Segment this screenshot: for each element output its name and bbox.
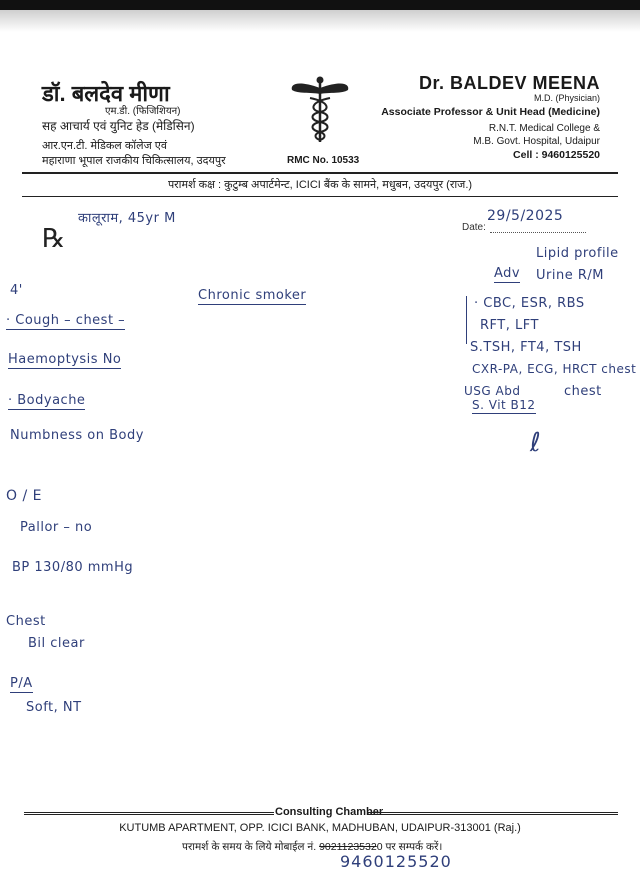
english-role: Associate Professor & Unit Head (Medicine) xyxy=(381,106,600,118)
consult-address: परामर्श कक्ष : कुटुम्ब अपार्टमेन्ट, ICICI बैंक के सामने, मधुबन, उदयपुर (राज.) xyxy=(167,179,473,191)
note-numbness: Numbness on Body xyxy=(10,428,144,443)
note-haemoptysis: Haemoptysis No xyxy=(8,352,122,367)
footer-old-number: 9021123532 xyxy=(319,841,377,853)
rx-symbol: ℞ xyxy=(42,224,66,254)
hindi-doctor-name: डॉ. बलदेव मीणा xyxy=(42,81,170,106)
investigation-tsh: S.TSH, FT4, TSH xyxy=(470,340,582,355)
english-hospital: M.B. Govt. Hospital, Udaipur xyxy=(473,136,600,147)
note-pa: P/A xyxy=(10,676,33,691)
rmc-number: RMC No. 10533 xyxy=(287,155,360,166)
scan-top-edge xyxy=(0,0,640,10)
header-rule-top xyxy=(22,172,618,174)
note-bp: BP 130/80 mmHg xyxy=(12,560,134,575)
footer-title: Consulting Chamber xyxy=(275,806,384,818)
date-line xyxy=(490,232,586,233)
hindi-hospital: महाराणा भूपाल राजकीय चिकित्सालय, उदयपुर xyxy=(42,155,226,167)
signature-mark: ℓ xyxy=(530,428,542,458)
header-rule-bottom xyxy=(22,196,618,197)
investigation-rft: RFT, LFT xyxy=(480,318,539,333)
scan-shadow xyxy=(0,10,640,32)
footer-address: KUTUMB APARTMENT, OPP. ICICI BANK, MADHUBAN, UDAIPUR-313001 (Raj.) xyxy=(119,822,521,834)
investigation-urine: Urine R/M xyxy=(536,268,604,283)
footer-rule-right xyxy=(368,812,618,815)
note-bodyache: · Bodyache xyxy=(8,393,86,408)
english-college: R.N.T. Medical College & xyxy=(488,123,600,134)
date-label: Date: xyxy=(462,222,486,233)
note-cough: · Cough – chest – xyxy=(6,313,126,328)
footer-rule-left xyxy=(24,812,274,815)
hindi-role: सह आचार्य एवं युनिट हेड (मेडिसिन) xyxy=(42,119,195,133)
investigation-bracket xyxy=(466,296,467,344)
footer-handwritten-number: 9460125520 xyxy=(340,852,452,871)
caduceus-icon xyxy=(288,74,352,144)
investigation-usg: USG Abd xyxy=(464,384,521,398)
note-abdomen-soft: Soft, NT xyxy=(26,700,82,715)
investigation-lipid: Lipid profile xyxy=(536,246,619,261)
investigation-chest-note: chest xyxy=(564,384,602,399)
english-degree: M.D. (Physician) xyxy=(533,93,600,103)
note-chest: Chest xyxy=(6,614,46,629)
investigation-b12: S. Vit B12 xyxy=(472,398,536,412)
english-doctor-name: Dr. BALDEV MEENA xyxy=(418,73,600,93)
note-chest-clear: Bil clear xyxy=(28,636,85,651)
note-duration: 4' xyxy=(10,283,23,298)
footer-contact-suffix: 0 पर सम्पर्क करें। xyxy=(376,841,443,853)
hindi-degree: एम.डी. (फिजिशियन) xyxy=(105,106,181,117)
cell-number: Cell : 9460125520 xyxy=(513,149,600,161)
patient-line: कालूराम, 45yr M xyxy=(78,211,176,226)
investigation-cxr: CXR-PA, ECG, HRCT chest xyxy=(472,362,637,376)
note-chronic-smoker: Chronic smoker xyxy=(198,288,307,303)
note-examination: O / E xyxy=(6,488,42,504)
note-pallor: Pallor – no xyxy=(20,520,93,535)
investigation-cbc: · CBC, ESR, RBS xyxy=(474,296,585,311)
footer-contact-prefix: परामर्श के समय के लिये मोबाईल नं. xyxy=(182,841,320,853)
investigation-advice-label: Adv xyxy=(494,266,521,281)
date-value: 29/5/2025 xyxy=(487,208,564,224)
hindi-college: आर.एन.टी. मेडिकल कॉलेज एवं xyxy=(42,140,167,152)
